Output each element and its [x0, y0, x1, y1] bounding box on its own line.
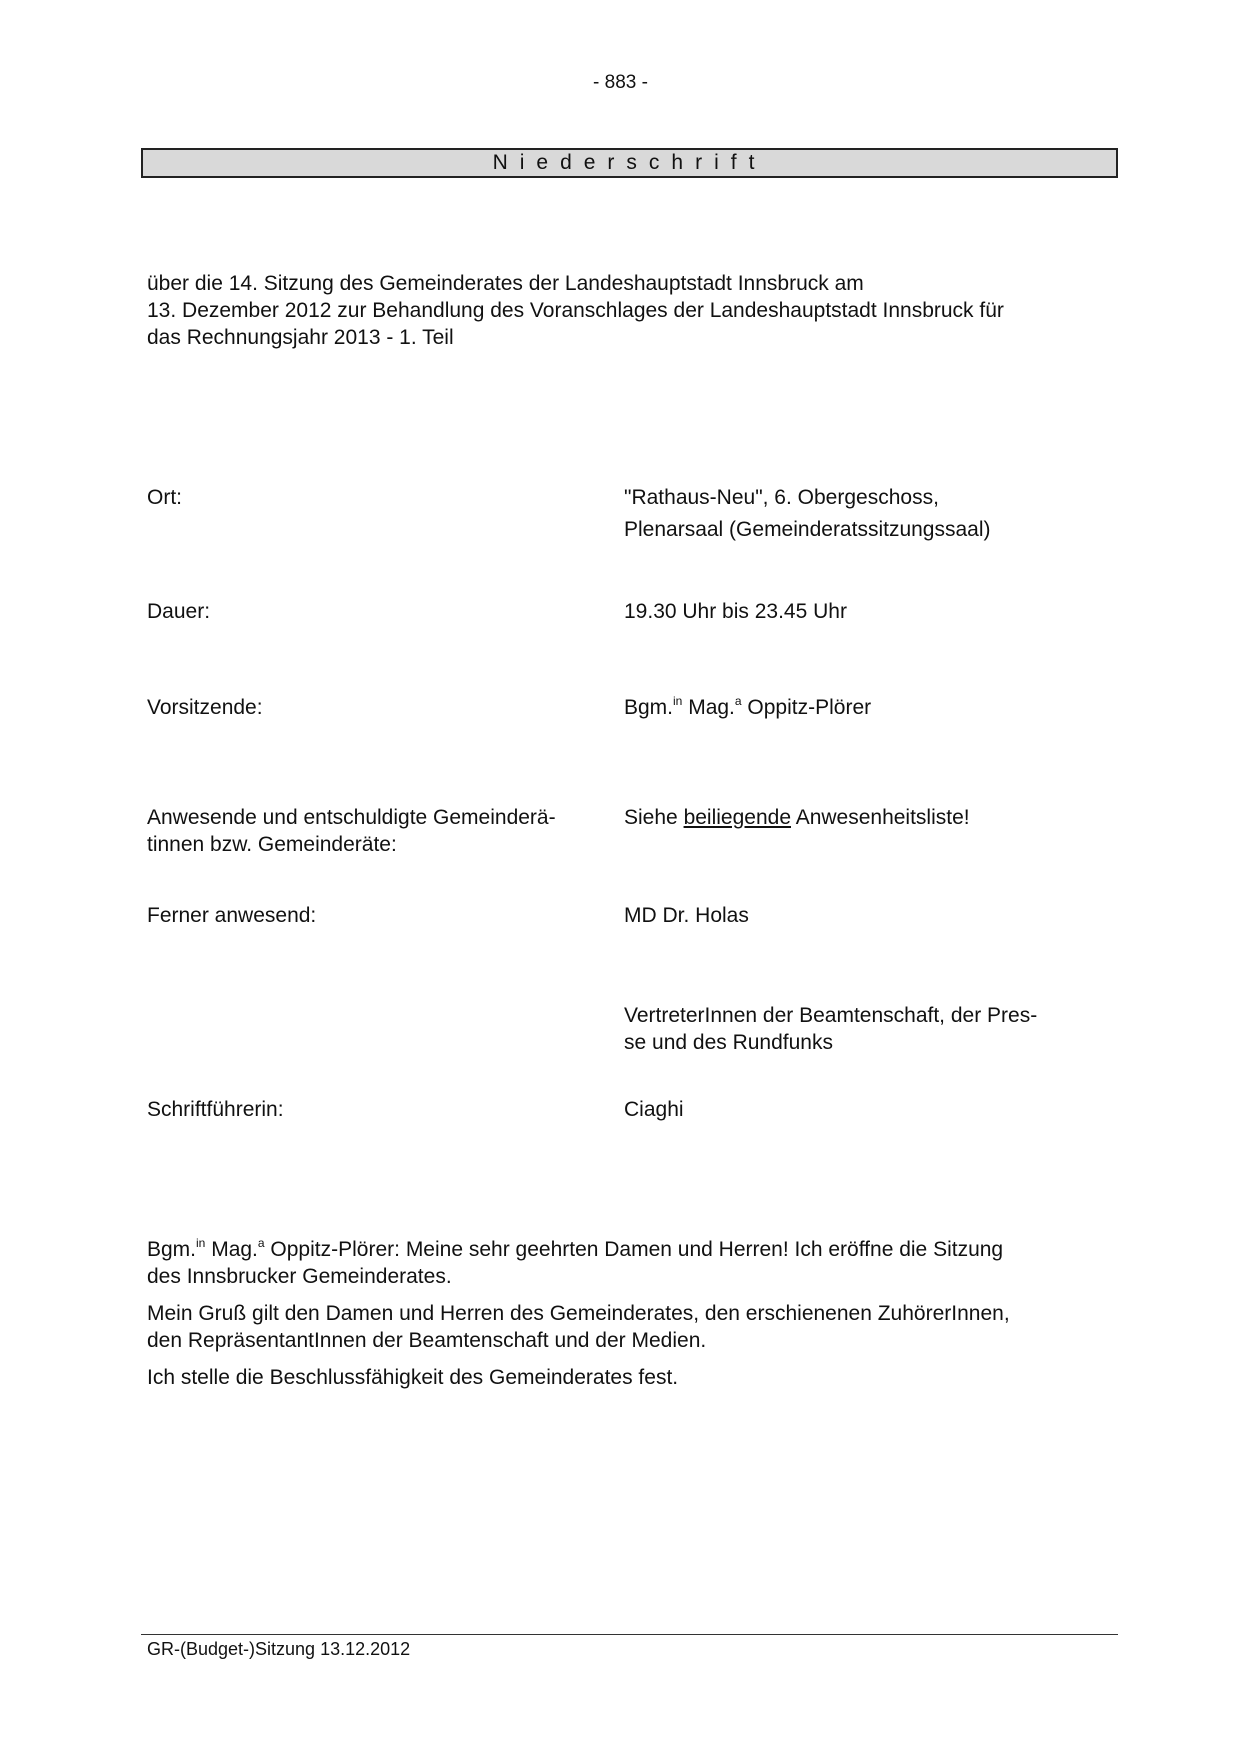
speaker-bgm-sup: in [196, 1236, 206, 1250]
vorsitzende-mag: Mag. [688, 696, 735, 719]
dauer-label: Dauer: [147, 600, 211, 623]
ferner-value: MD Dr. Holas [624, 904, 749, 927]
anwesende-value-prefix: Siehe [624, 806, 678, 829]
vorsitzende-bgm-sup: in [673, 694, 683, 708]
ferner-extra-line: VertreterInnen der Beamtenschaft, der Pres- [624, 1004, 1038, 1027]
anwesende-value-underlined: beiliegende [683, 806, 791, 829]
speaker-bgm: Bgm. [147, 1238, 197, 1261]
document-title-text: Niederschrift [492, 151, 767, 174]
schriftfuehrerin-label: Schriftführerin: [147, 1098, 284, 1121]
opening-line [147, 1236, 1107, 1263]
ort-value-line: Plenarsaal (Gemeinderatssitzungssaal) [624, 518, 991, 541]
vorsitzende-label: Vorsitzende: [147, 696, 263, 719]
quorum-line: Ich stelle die Beschlussfähigkeit des Gemeinderates fest. [147, 1366, 679, 1389]
ferner-label: Ferner anwesend: [147, 904, 317, 927]
footer-text: GR-(Budget-)Sitzung 13.12.2012 [147, 1639, 411, 1659]
greeting-line: den RepräsentantInnen der Beamtenschaft und der Medien. [147, 1329, 707, 1352]
anwesende-value [624, 804, 1094, 831]
page-number: - 883 - [593, 72, 648, 93]
intro-line: über die 14. Sitzung des Gemeinderates der Landeshauptstadt Innsbruck am [147, 272, 864, 295]
vorsitzende-bgm: Bgm. [624, 696, 674, 719]
anwesende-value-suffix: Anwesenheitsliste! [795, 806, 970, 829]
vorsitzende-value [624, 694, 1094, 721]
opening-paragraph [147, 1236, 1107, 1290]
anwesende-label [147, 804, 607, 858]
footer-divider [141, 1634, 1118, 1635]
ort-value [624, 484, 1094, 543]
document-title [141, 148, 1118, 178]
vorsitzende-name: Oppitz-Plörer [747, 696, 872, 719]
ferner-extra-line: se und des Rundfunks [624, 1031, 833, 1054]
speaker-mag: Mag. [211, 1238, 258, 1261]
greeting-paragraph [147, 1300, 1107, 1354]
anwesende-label-line: tinnen bzw. Gemeinderäte: [147, 833, 397, 856]
intro-paragraph [147, 270, 1107, 351]
opening-text: Meine sehr geehrten Damen und Herren! Ich eröffne die Sitzung [405, 1238, 1004, 1261]
greeting-line: Mein Gruß gilt den Damen und Herren des Gemeinderates, den erschienenen ZuhörerInnen, [147, 1302, 1010, 1325]
speaker-name: Oppitz-Plörer: [270, 1238, 400, 1261]
quorum-paragraph [147, 1364, 1107, 1391]
ort-label: Ort: [147, 486, 182, 509]
dauer-value: 19.30 Uhr bis 23.45 Uhr [624, 600, 847, 623]
speaker-mag-sup: a [257, 1236, 265, 1250]
opening-line-2: des Innsbrucker Gemeinderates. [147, 1265, 452, 1288]
schriftfuehrerin-value: Ciaghi [624, 1098, 684, 1121]
intro-line: 13. Dezember 2012 zur Behandlung des Voranschlages der Landeshauptstadt Innsbruck für [147, 299, 1004, 322]
ort-value-line: "Rathaus-Neu", 6. Obergeschoss, [624, 486, 939, 509]
anwesende-label-line: Anwesende und entschuldigte Gemeinderä- [147, 806, 556, 829]
ferner-extra [624, 1002, 1094, 1056]
intro-line: das Rechnungsjahr 2013 - 1. Teil [147, 326, 454, 349]
vorsitzende-mag-sup: a [734, 694, 742, 708]
